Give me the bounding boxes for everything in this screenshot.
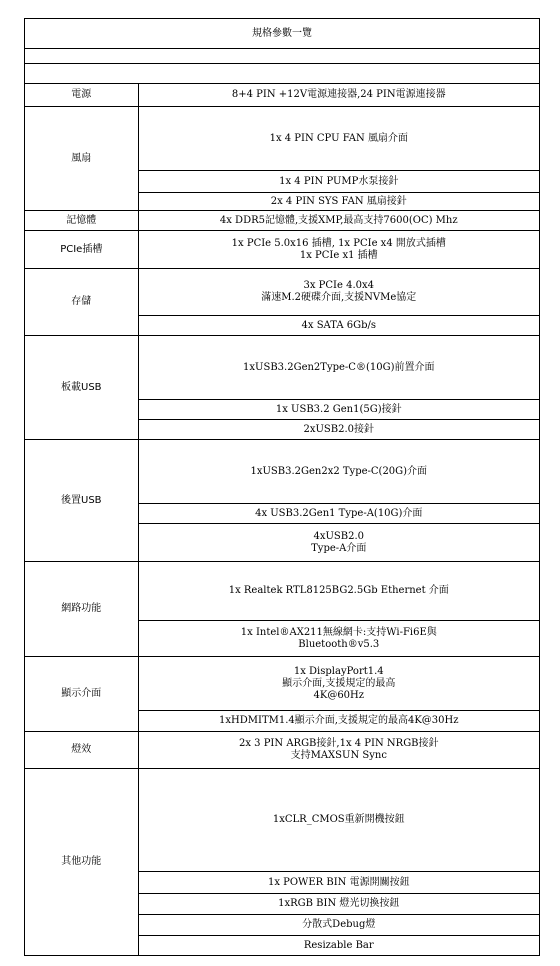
spec-line: 顯示介面,支援規定的最高: [282, 677, 396, 689]
table-row: [25, 562, 540, 621]
category-cell: 網路功能: [25, 562, 139, 657]
table-title: 規格參數一覽: [25, 19, 540, 49]
spec-table: [24, 18, 540, 956]
spec-cell: [138, 657, 539, 711]
spec-cell: [138, 269, 539, 316]
spec-line: 支持MAXSUN Sync: [290, 750, 387, 761]
spec-cell: 1xRGB BIN 燈光切換按鈕: [138, 894, 539, 915]
spec-cell: 1xUSB3.2Gen2Type-C®(10G)前置介面: [138, 336, 539, 400]
category-cell: PCIe插槽: [25, 231, 139, 269]
spec-cell: 4x DDR5記憶體,支援XMP,最高支持7600(OC) Mhz: [138, 211, 539, 231]
spec-line: 1x PCIe x1 插槽: [299, 249, 378, 261]
spec-line: 3x PCIe 4.0x4: [303, 280, 375, 291]
table-row: [25, 107, 540, 171]
spec-cell: 1x Realtek RTL8125BG2.5Gb Ethernet 介面: [138, 562, 539, 621]
spec-cell: [138, 732, 539, 769]
category-cell: 板載USB: [25, 336, 139, 440]
category-cell: 顯示介面: [25, 657, 139, 732]
spec-cell: 1x POWER BIN 電源開關按鈕: [138, 872, 539, 894]
spec-line: 滿速M.2硬碟介面,支援NVMe協定: [261, 292, 417, 303]
category-cell: 燈效: [25, 732, 139, 769]
blank-row: [25, 49, 540, 64]
table-row: [25, 440, 540, 504]
spec-cell: 2xUSB2.0接針: [138, 420, 539, 440]
category-cell: 記憶體: [25, 211, 139, 231]
category-cell: 存儲: [25, 269, 139, 336]
spec-cell: 1x 4 PIN PUMP水泵接針: [138, 171, 539, 193]
category-cell: 風扇: [25, 107, 139, 211]
spec-cell: 2x 4 PIN SYS FAN 風扇接針: [138, 193, 539, 211]
title-row: [25, 19, 540, 49]
spec-cell: Resizable Bar: [138, 936, 539, 956]
spec-cell: 1x 4 PIN CPU FAN 風扇介面: [138, 107, 539, 171]
spec-line: 2x 3 PIN ARGB接針,1x 4 PIN NRGB接針: [238, 738, 439, 749]
spec-cell: 1xHDMITM1.4顯示介面,支援規定的最高4K@30Hz: [138, 711, 539, 732]
spec-cell: 8+4 PIN +12V電源連接器,24 PIN電源連接器: [138, 84, 539, 107]
category-cell: 電源: [25, 84, 139, 107]
spec-line: 4xUSB2.0: [313, 530, 365, 542]
spec-cell: 4x SATA 6Gb/s: [138, 316, 539, 336]
spec-line: 1x DisplayPort1.4: [293, 665, 384, 677]
table-row: [25, 769, 540, 872]
spec-line: 1x PCIe 5.0x16 插槽, 1x PCIe x4 開放式插槽: [231, 237, 446, 249]
blank-cell: [25, 64, 540, 84]
table-row: [25, 336, 540, 400]
spec-cell: 1x USB3.2 Gen1(5G)接針: [138, 400, 539, 420]
spec-line: 4K@60Hz: [313, 689, 365, 701]
spec-line: Type-A介面: [311, 542, 367, 554]
category-cell: 其他功能: [25, 769, 139, 956]
spec-cell: 分散式Debug燈: [138, 915, 539, 936]
spec-cell: [138, 524, 539, 562]
spec-cell: 4x USB3.2Gen1 Type-A(10G)介面: [138, 504, 539, 524]
blank-row: [25, 64, 540, 84]
spec-cell: 1xCLR_CMOS重新開機按鈕: [138, 769, 539, 872]
table-row: [25, 269, 540, 316]
table-row: [25, 231, 540, 269]
table-row: [25, 657, 540, 711]
table-row: [25, 84, 540, 107]
table-row: [25, 732, 540, 769]
spec-line: Bluetooth®v5.3: [298, 638, 380, 650]
category-cell: 後置USB: [25, 440, 139, 562]
spec-cell: [138, 621, 539, 657]
table-row: [25, 211, 540, 231]
spec-cell: 1xUSB3.2Gen2x2 Type-C(20G)介面: [138, 440, 539, 504]
spec-line: 1x Intel®AX211無線網卡:支持Wi-Fi6E與: [240, 626, 437, 638]
spec-cell: [138, 231, 539, 269]
blank-cell: [25, 49, 540, 64]
